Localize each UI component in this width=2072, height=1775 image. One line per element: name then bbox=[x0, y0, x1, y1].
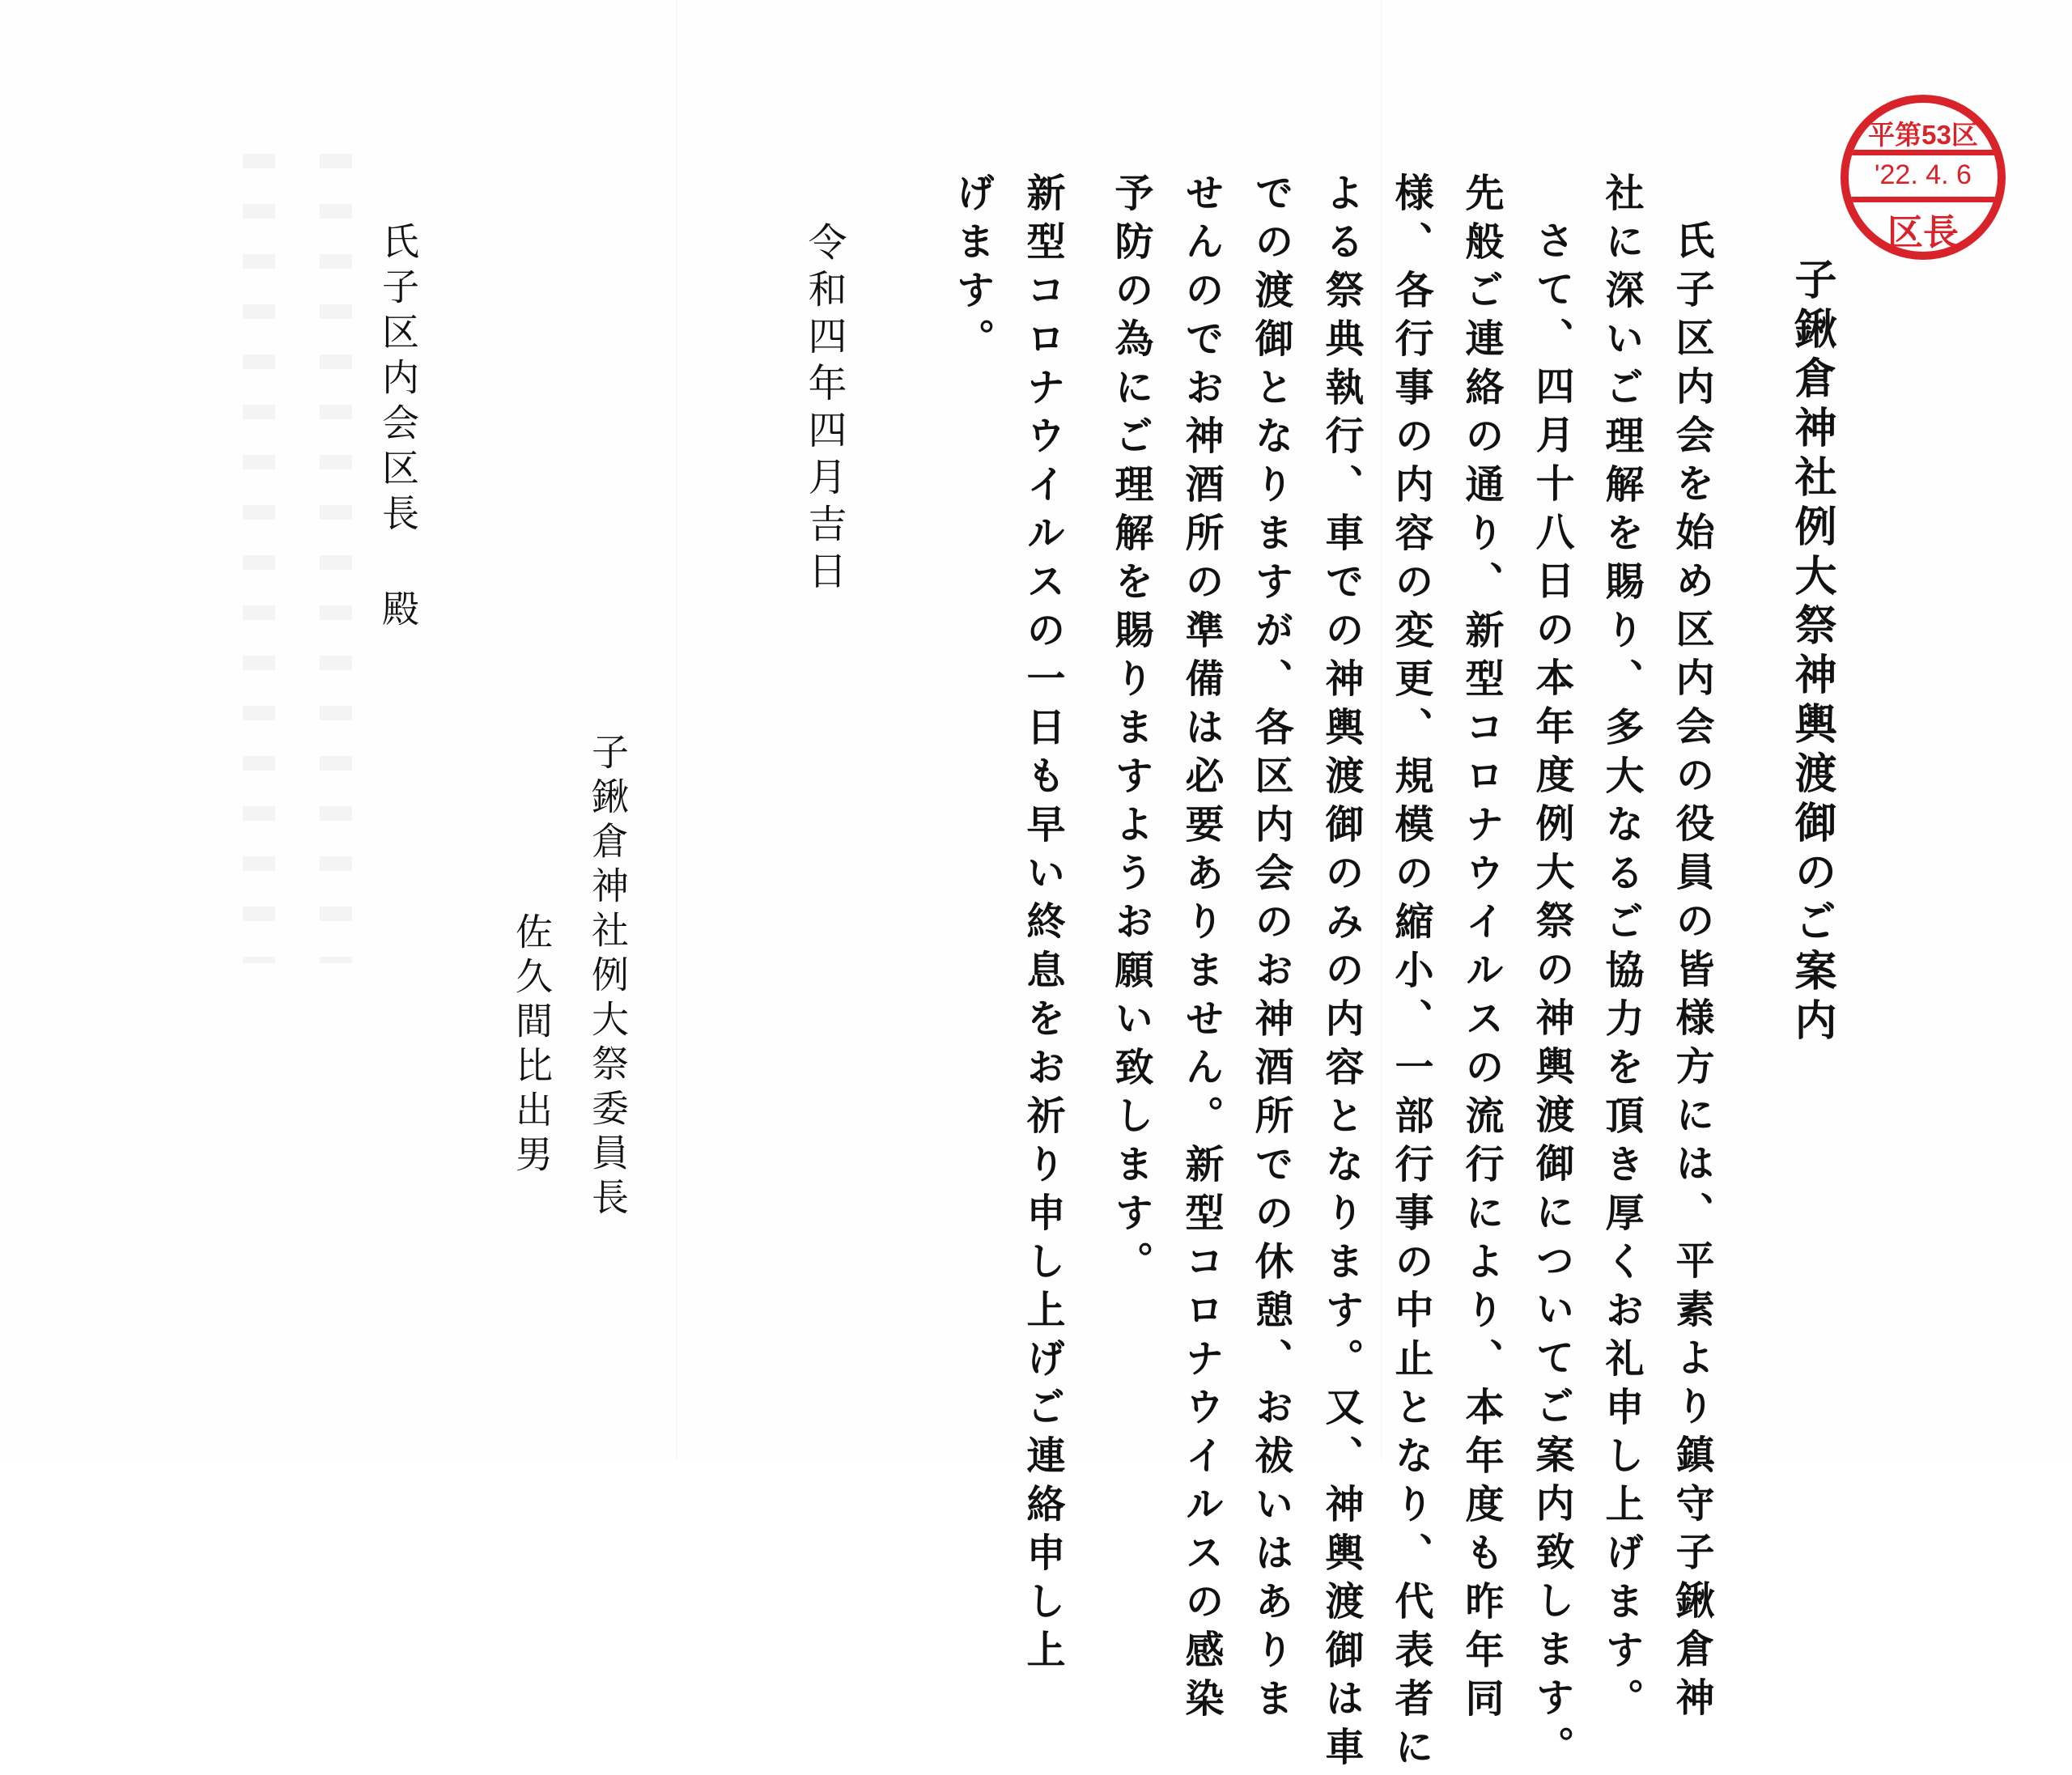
sender-name: 佐久間比出男 bbox=[510, 912, 554, 1179]
body-line: さて、四月十八日の本年度例大祭の神輿渡御についてご案内致します。 bbox=[1529, 220, 1574, 1774]
letter-date: 令和四年四月吉日 bbox=[801, 222, 847, 597]
body-line: 様、各行事の内容の変更、規模の縮小、一部行事の中止となり、代表者に bbox=[1388, 172, 1433, 1775]
body-line: 新型コロナウイルスの一日も早い終息をお祈り申し上げご連絡申し上 bbox=[1020, 172, 1065, 1678]
received-stamp bbox=[1841, 95, 2006, 260]
paper-fold-line bbox=[1381, 0, 1382, 1460]
body-line: せんのでお神酒所の準備は必要ありません。新型コロナウイルスの感染 bbox=[1178, 172, 1224, 1726]
body-line: よる祭典執行、車での神輿渡御のみの内容となります。又、神輿渡御は車 bbox=[1318, 172, 1364, 1775]
body-line: での渡御となりますが、各区内会のお神酒所での休憩、お祓いはありま bbox=[1248, 172, 1293, 1726]
body-line: 予防の為にご理解を賜りますようお願い致します。 bbox=[1108, 172, 1153, 1289]
letter-title: 子鍬倉神社例大祭神輿渡御のご案内 bbox=[1787, 257, 1836, 1047]
stamp-divider bbox=[1849, 150, 1998, 155]
bleed-through-shadow bbox=[320, 154, 352, 963]
stamp-divider bbox=[1849, 197, 1998, 202]
stamp-role: 区長 bbox=[1887, 213, 1959, 253]
body-line: げます。 bbox=[949, 172, 995, 367]
body-line: 先般ご連絡の通り、新型コロナウイルスの流行により、本年度も昨年同 bbox=[1458, 172, 1504, 1726]
stamp-org: 平第53区 bbox=[1868, 120, 1978, 150]
body-line: 氏子区内会を始め区内会の役員の皆様方には、平素より鎮守子鍬倉神 bbox=[1669, 220, 1714, 1726]
bleed-through-shadow bbox=[243, 154, 275, 963]
paper-fold-line bbox=[676, 0, 677, 1460]
recipient: 氏子区内会区長 bbox=[376, 222, 420, 539]
sender-title: 子鍬倉神社例大祭委員長 bbox=[586, 733, 630, 1222]
stamp-date: '22. 4. 6 bbox=[1875, 159, 1972, 190]
recipient-honorific: 殿 bbox=[376, 589, 420, 635]
body-line: 社に深いご理解を賜り、多大なるご協力を頂き厚くお礼申し上げます。 bbox=[1599, 172, 1644, 1726]
